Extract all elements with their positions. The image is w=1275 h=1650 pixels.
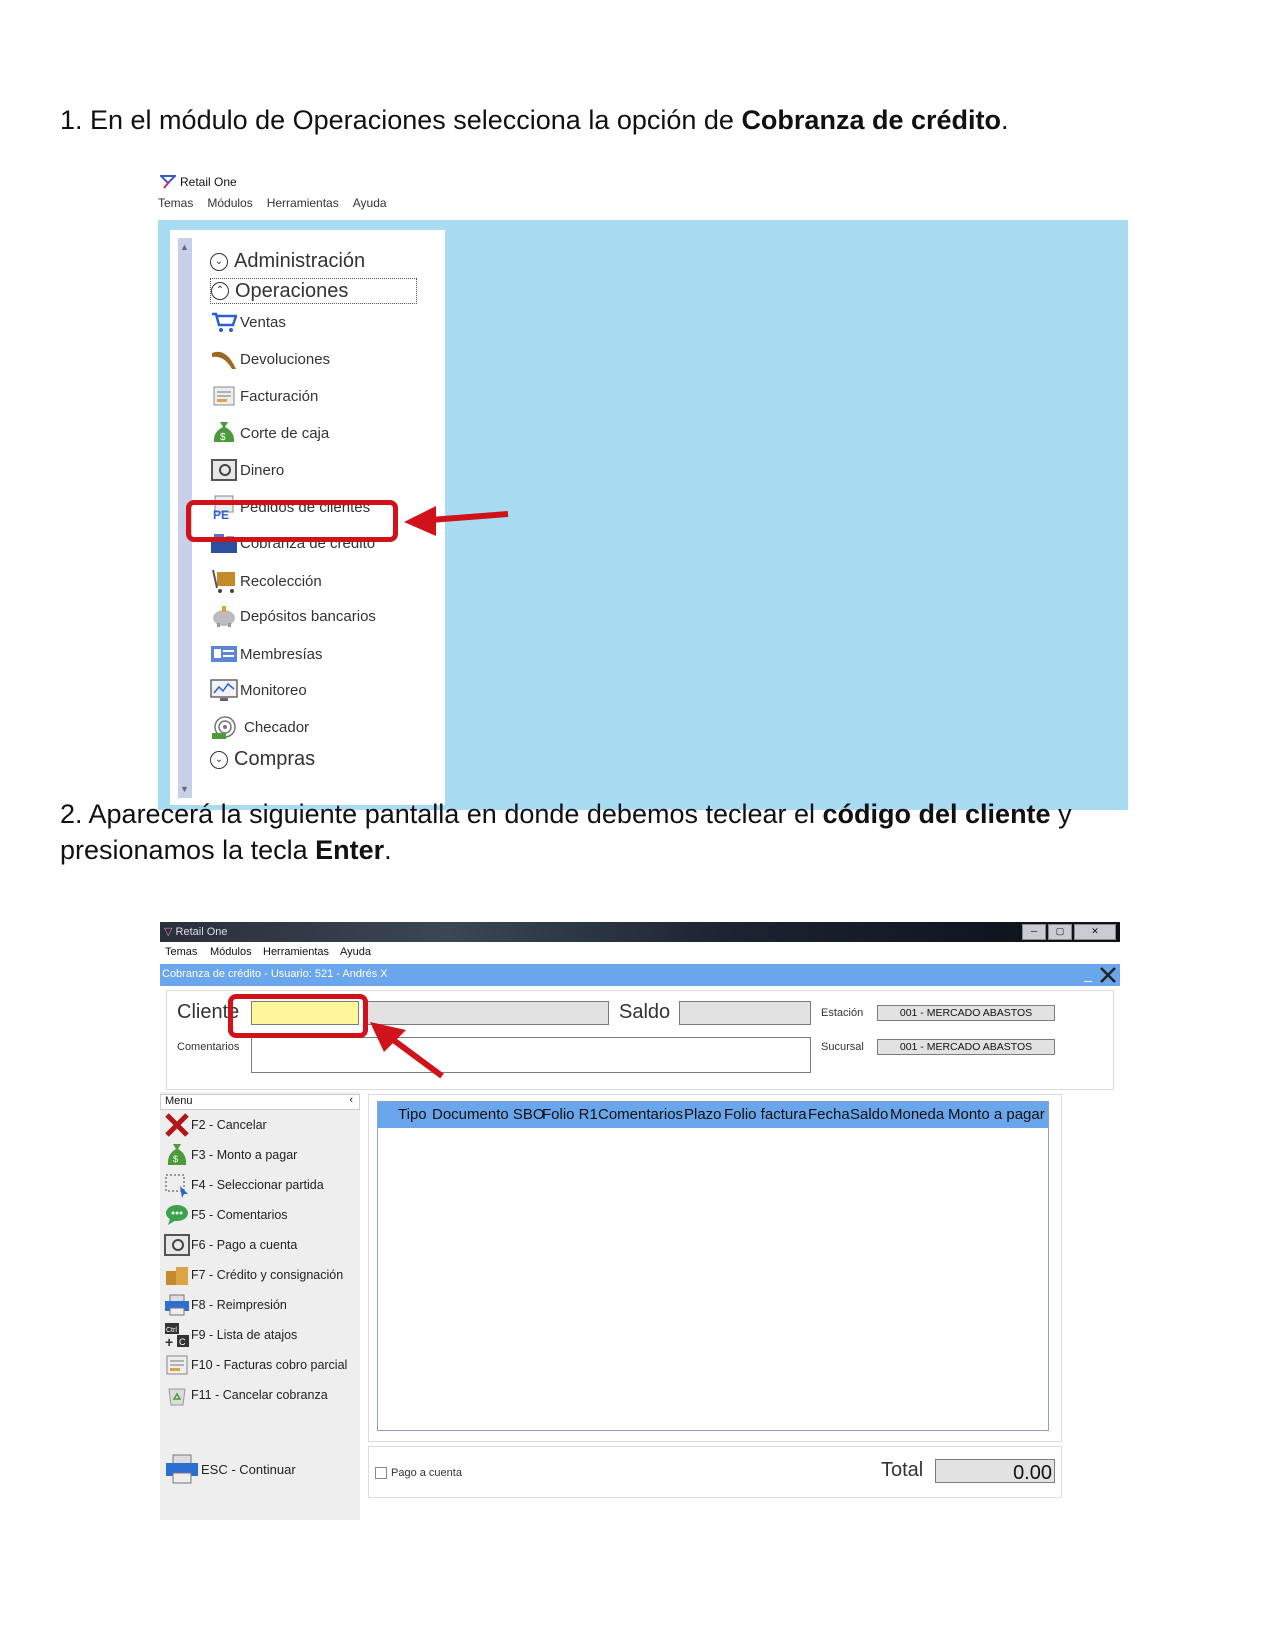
cliente-label: Cliente [177,1001,240,1023]
nav-item-facturacion[interactable] [210,382,318,410]
step2-bold: código del cliente [822,799,1051,829]
nav-item-dinero[interactable] [210,456,284,484]
nav-item-label: Membresías [240,645,323,663]
step2-text: 2. Aparecerá la siguiente pantalla en donde debemos teclear el [60,799,823,829]
sucursal-field [877,1039,1055,1055]
menu-item-label: F11 - Cancelar cobranza [191,1388,328,1402]
menu-modulos[interactable]: Módulos [207,196,253,210]
col-plazo[interactable]: Plazo [684,1106,722,1123]
nav-item-label: Ventas [240,313,286,331]
step1-text: 1. En el módulo de Operaciones selecciona la opción de [60,105,742,135]
money-bag-icon [164,1142,190,1168]
screenshot-modules-menu [158,170,1128,810]
chevron-up-icon: ⌃ [211,282,229,300]
saldo-field [679,1001,811,1025]
section-operaciones[interactable] [210,278,417,304]
membership-card-icon [210,640,238,668]
menu-temas[interactable]: Temas [158,196,194,210]
keyboard-shortcut-icon [164,1322,190,1348]
red-arrow-icon [402,502,512,538]
menu-item-f4[interactable] [164,1172,324,1198]
section-compras-label: Compras [234,748,316,770]
footer-panel [368,1446,1062,1498]
fingerprint-icon [210,713,238,741]
window-titlebar [160,922,1120,942]
minimize-icon[interactable]: ─ [1022,924,1046,940]
menu-item-f9[interactable] [164,1322,297,1348]
retail-one-logo-icon [160,174,176,190]
nav-item-label: Cobranza de crédito [240,534,376,552]
nav-item-label: Checador [244,718,310,736]
section-administracion-label: Administración [234,250,366,272]
printer-icon [164,1452,200,1486]
svg-text:+: + [165,1334,174,1348]
menu-temas[interactable]: Temas [165,946,198,958]
nav-item-label: Dinero [240,461,285,479]
app-header [158,170,1128,220]
estacion-field [877,1005,1055,1021]
collapse-chevron-icon[interactable]: ‹ [349,1094,353,1106]
chevron-down-icon: ⌄ [210,253,228,271]
piggy-bank-icon [210,602,238,630]
nav-item-label: Recolección [240,572,322,590]
col-saldo[interactable]: Saldo [850,1106,889,1123]
close-module-icon[interactable] [1098,965,1118,985]
sucursal-value: 001 - MERCADO ABASTOS [899,1041,1033,1053]
section-compras[interactable] [210,748,315,771]
menu-item-label: F10 - Facturas cobro parcial [191,1358,348,1372]
invoice-table [377,1101,1049,1431]
col-tipo[interactable]: Tipo [398,1106,427,1123]
retail-one-logo-icon: ▽ [164,926,173,938]
svg-text:Ctrl: Ctrl [166,1327,177,1334]
invoice-icon [164,1352,190,1378]
menu-item-f7[interactable] [164,1262,343,1288]
nav-item-label: Pedidos de clientes [240,498,371,516]
monitor-icon [210,676,238,704]
window-app-title [164,925,228,938]
comentarios-input[interactable] [251,1037,811,1073]
module-title: Cobranza de crédito - Usuario: 521 - Andrés X [162,968,388,980]
cart-box-icon [210,567,238,595]
cart-icon [210,308,238,336]
menu-item-label: F9 - Lista de atajos [191,1328,298,1342]
menu-item-f6[interactable] [164,1232,297,1258]
recycle-icon [164,1382,190,1408]
app-title [160,174,237,190]
comentarios-label: Comentarios [177,1041,240,1053]
menu-item-label: F3 - Monto a pagar [191,1148,298,1162]
menu-herramientas[interactable]: Herramientas [266,196,339,210]
total-label: Total [881,1459,924,1481]
module-header [160,964,1120,986]
step2-suffix: y [1050,799,1072,829]
menu-ayuda[interactable]: Ayuda [340,946,371,958]
nav-item-ventas[interactable] [210,308,286,336]
total-field [935,1459,1055,1483]
col-comentarios[interactable]: Comentarios [598,1106,684,1123]
nav-item-label: Corte de caja [240,424,330,442]
window-controls [1022,924,1116,940]
app-title-text: Retail One [180,175,237,189]
safe-icon [164,1232,190,1258]
sucursal-label: Sucursal [821,1041,864,1053]
nav-item-depositos[interactable] [210,602,376,630]
section-administracion[interactable] [210,250,365,273]
chevron-down-icon: ⌄ [210,751,228,769]
estacion-label: Estación [821,1007,864,1019]
menu-item-label: F7 - Crédito y consignación [191,1268,344,1282]
money-bag-icon [210,419,238,447]
table-container [368,1094,1062,1442]
menu-bar [158,196,387,210]
menu-item-label: F8 - Reimpresión [191,1298,287,1312]
pago-a-cuenta-checkbox[interactable] [375,1467,462,1479]
section-operaciones-label: Operaciones [235,279,349,302]
svg-text:PE: PE [213,508,230,520]
menu-herramientas[interactable]: Herramientas [263,946,330,958]
total-value: 0.00 [1013,1462,1052,1484]
side-menu-header [160,1094,360,1110]
nav-item-label: Depósitos bancarios [240,607,376,625]
boxes-icon [164,1262,190,1288]
safe-icon [210,456,238,484]
estacion-value: 001 - MERCADO ABASTOS [899,1007,1033,1019]
menu-item-f5[interactable] [164,1202,288,1228]
nav-item-membresias[interactable] [210,640,323,668]
red-arrow-icon [368,1020,448,1080]
menu-ayuda[interactable]: Ayuda [352,196,387,210]
minimize-module-icon[interactable]: _ [1084,966,1092,982]
menu-item-f11[interactable] [164,1382,328,1408]
nav-item-monitoreo[interactable] [210,676,307,704]
boomerang-icon [210,345,238,373]
menu-item-label: F2 - Cancelar [191,1118,267,1132]
screenshot-cobranza-window [160,922,1120,1518]
continue-label: ESC - Continuar [201,1461,296,1477]
svg-text:$: $ [173,1154,179,1164]
cliente-highlight-box [228,994,368,1038]
red-x-icon [164,1112,190,1138]
menu-item-f3[interactable] [164,1142,297,1168]
col-folio-factura[interactable]: Folio factura [724,1106,807,1123]
svg-text:$: $ [220,432,226,443]
menu-item-f10[interactable] [164,1352,347,1378]
step1-suffix: . [1000,105,1009,135]
col-monto-a-pagar[interactable]: Monto a pagar [948,1106,1045,1123]
nav-item-corte-de-caja[interactable] [210,419,329,447]
menu-modulos[interactable]: Módulos [210,946,252,958]
highlight-box [186,500,398,542]
scroll-up-icon[interactable]: ▲ [180,242,189,252]
select-cursor-icon [164,1172,190,1198]
col-fecha[interactable]: Fecha [808,1106,850,1123]
step2-line2-bold: Enter [315,835,385,865]
menu-item-label: F6 - Pago a cuenta [191,1238,298,1252]
invoice-icon [210,382,238,410]
nav-item-checador[interactable] [210,713,309,741]
menu-item-f8[interactable] [164,1292,287,1318]
menu-item-label: F4 - Seleccionar partida [191,1178,324,1192]
step2-line2-suffix: . [384,835,392,865]
chat-icon [164,1202,190,1228]
maximize-icon[interactable]: ▢ [1048,924,1072,940]
table-header [378,1102,1048,1128]
saldo-label: Saldo [619,1001,671,1023]
window-close-icon[interactable]: ✕ [1074,924,1116,940]
step1-instruction [60,102,1009,138]
side-menu-title: Menu [165,1095,193,1107]
window-app-title-text: Retail One [175,926,228,938]
scroll-down-icon[interactable]: ▼ [180,784,189,794]
nav-item-label: Facturación [240,387,319,405]
menu-bar-2 [160,942,1120,964]
step2-instruction [60,796,1072,868]
continue-button[interactable] [164,1452,296,1486]
nav-item-label: Monitoreo [240,681,307,699]
side-menu [160,1092,360,1520]
menu-item-f2[interactable] [164,1112,267,1138]
nav-item-label: Devoluciones [240,350,331,368]
step1-bold: Cobranza de crédito [741,105,1001,135]
nav-item-devoluciones[interactable] [210,345,330,373]
pago-a-cuenta-label: Pago a cuenta [391,1467,462,1479]
checkbox-icon[interactable] [375,1467,387,1479]
nav-item-recoleccion[interactable] [210,567,322,595]
svg-text:C: C [179,1337,186,1347]
col-folio-r1[interactable]: Folio R1 [542,1106,598,1123]
printer-icon [164,1292,190,1318]
col-moneda[interactable]: Moneda [890,1106,945,1123]
step2-line2-text: presionamos la tecla [60,835,316,865]
col-documento-sbo[interactable]: Documento SBO [432,1106,545,1123]
menu-item-label: F5 - Comentarios [191,1208,288,1222]
